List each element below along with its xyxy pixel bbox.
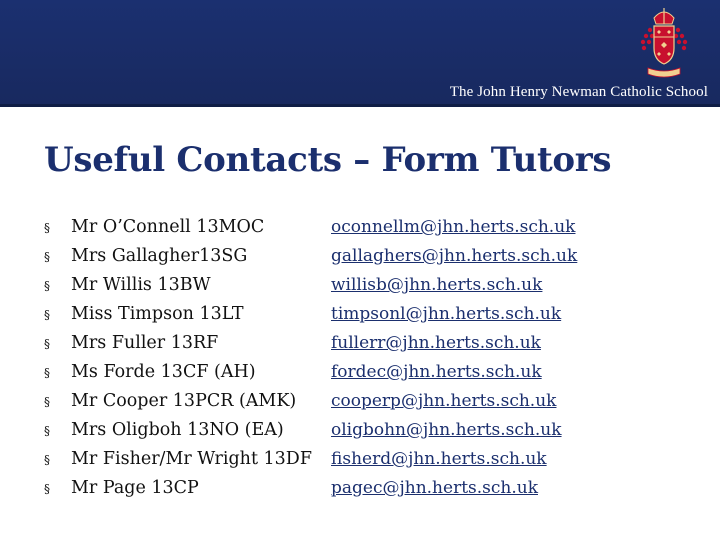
bullet-icon: § [44,395,50,409]
tutor-email-link[interactable]: pagec@jhn.herts.sch.uk [331,478,538,498]
bullet-icon: § [44,221,50,235]
contact-row [44,478,704,507]
bullet-icon: § [44,482,50,496]
contact-row [44,449,704,478]
contact-row [44,420,704,449]
tutor-email-link[interactable]: fullerr@jhn.herts.sch.uk [331,333,541,353]
tutor-name: Mr Fisher/Mr Wright 13DF [71,449,312,469]
tutor-email-link[interactable]: timpsonl@jhn.herts.sch.uk [331,304,562,324]
tutor-name: Ms Forde 13CF (AH) [71,362,256,382]
tutor-email-link[interactable]: gallaghers@jhn.herts.sch.uk [331,246,578,266]
bullet-icon: § [44,366,50,380]
tutor-email-link[interactable]: willisb@jhn.herts.sch.uk [331,275,543,295]
bullet-icon: § [44,424,50,438]
bullet-icon: § [44,337,50,351]
contact-row [44,304,704,333]
tutor-name: Mr Page 13CP [71,478,199,498]
contact-row [44,333,704,362]
tutor-name: Mrs Oligboh 13NO (EA) [71,420,284,440]
bullet-icon: § [44,308,50,322]
bullet-icon: § [44,453,50,467]
tutor-email-link[interactable]: fordec@jhn.herts.sch.uk [331,362,542,382]
tutor-name: Miss Timpson 13LT [71,304,244,324]
banner-divider [0,104,720,107]
school-name: The John Henry Newman Catholic School [449,84,708,100]
tutor-email-link[interactable]: oconnellm@jhn.herts.sch.uk [331,217,576,237]
tutor-name: Mr Cooper 13PCR (AMK) [71,391,297,411]
contact-list [44,217,704,507]
tutor-email-link[interactable]: fisherd@jhn.herts.sch.uk [331,449,547,469]
header-banner [0,0,720,104]
slide-title: Useful Contacts – Form Tutors [44,140,612,180]
bullet-icon: § [44,279,50,293]
contact-row [44,391,704,420]
tutor-name: Mr O’Connell 13MOC [71,217,265,237]
tutor-name: Mr Willis 13BW [71,275,211,295]
tutor-name: Mrs Gallagher13SG [71,246,248,266]
contact-row [44,217,704,246]
contact-row [44,362,704,391]
tutor-name: Mrs Fuller 13RF [71,333,219,353]
contact-row [44,246,704,275]
tutor-email-link[interactable]: cooperp@jhn.herts.sch.uk [331,391,557,411]
school-crest-icon [634,4,694,80]
contact-row [44,275,704,304]
bullet-icon: § [44,250,50,264]
tutor-email-link[interactable]: oligbohn@jhn.herts.sch.uk [331,420,562,440]
